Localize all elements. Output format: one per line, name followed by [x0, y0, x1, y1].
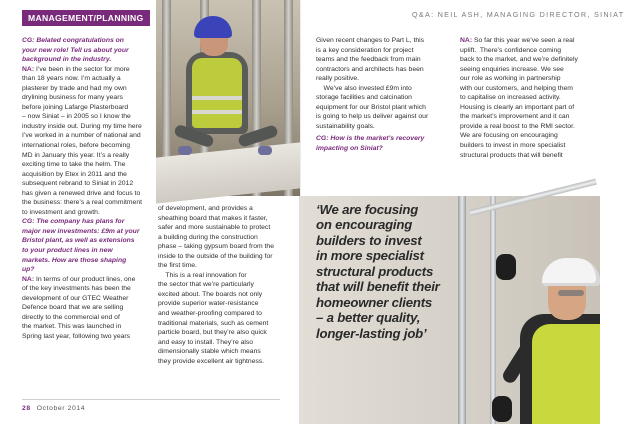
text-line: phase – taking gypsum board from the	[158, 243, 274, 251]
issue-date: October 2014	[36, 405, 86, 412]
text-line: acquisition by Etex in 2011 and the	[22, 170, 127, 178]
text-line: major new investments: £9m at your	[22, 227, 140, 235]
pull-quote	[316, 202, 466, 341]
text-line: the business: there’s a real commitment	[22, 199, 143, 207]
text-line: traditional materials, such as cement	[158, 319, 269, 327]
text-line: than 18 years now. I’m actually a	[22, 75, 121, 83]
pull-quote-line: structural products	[316, 263, 434, 279]
text-line: impacting on Siniat?	[316, 144, 383, 152]
page-number: 28	[22, 405, 31, 412]
text-line: drylining business for many years	[22, 94, 123, 102]
text-line: provide superior water-resistance	[158, 300, 259, 308]
text-line: before joining Lafarge Plasterboard	[22, 103, 129, 111]
text-line: storage facilities and calcination	[316, 94, 412, 102]
text-line: structural products that will benefit	[460, 151, 563, 159]
pull-quote-line: in more specialist	[316, 248, 424, 264]
text-line: to your product lines in new	[22, 247, 113, 255]
section-tab: MANAGEMENT/PLANNING	[22, 10, 150, 26]
text-line: directly to the commercial end of	[22, 313, 120, 321]
text-line: CG: The company has plans for	[22, 218, 125, 226]
text-line: sustainability goals.	[316, 122, 375, 130]
text-line: We’ve also invested £9m into	[316, 84, 412, 92]
pull-quote-line: that will benefit their	[316, 279, 440, 295]
text-line: uplift. There’s confidence coming	[460, 46, 562, 54]
text-line: they provide excellent air tightness.	[158, 357, 265, 365]
text-line: seeing enquiries increase. We see	[460, 65, 564, 73]
pull-quote-line: on encouraging	[316, 217, 413, 233]
text-line: MD in January this year. It’s a really	[22, 151, 130, 159]
text-line: We are focusing on encouraging	[460, 132, 558, 140]
pull-quote-line: – a better quality,	[316, 310, 421, 326]
black-glove-icon	[496, 254, 516, 280]
text-line: to investment and growth.	[22, 208, 100, 216]
text-line: NA: In terms of our product lines, one	[22, 275, 136, 283]
text-line: Spring last year, following two years	[22, 332, 131, 340]
worker-fitting-board-photo	[156, 0, 300, 196]
text-line: background in the industry.	[22, 56, 112, 64]
text-line: CG: Belated congratulations on	[22, 37, 124, 44]
text-line: CG: How is the market’s recovery	[316, 134, 425, 142]
pull-quote-line: builders to invest	[316, 232, 422, 248]
text-line: dimensionally stable which means	[158, 348, 261, 356]
pull-quote-line: longer-lasting job’	[316, 325, 427, 341]
text-line: sheathing board that makes it faster,	[158, 214, 268, 222]
text-line: NA: So far this year we’ve seen a real	[460, 37, 575, 44]
text-line: industry inside out. During my time here	[22, 122, 142, 130]
text-line: international roles, before becoming	[22, 142, 131, 150]
footer-rule	[22, 399, 280, 400]
article-column-4	[460, 36, 600, 160]
pull-quote-line: ‘We are focusing	[316, 202, 419, 217]
text-line: has given a renewed drive and focus to	[22, 189, 141, 197]
black-glove-icon	[492, 396, 512, 422]
text-line: I’ve worked in a number of national and	[22, 132, 141, 140]
text-line: exciting time to take the helm. The	[22, 161, 126, 169]
text-line: particle board, but they’re also quick	[158, 329, 267, 337]
text-line: of the key investments has been the	[22, 285, 131, 293]
text-line: a building during the construction	[158, 233, 258, 241]
text-line: the sector that we’re particularly	[158, 281, 254, 289]
text-line: contractors and architects has been	[316, 65, 424, 73]
text-line: provide a real boost to the RMI sector.	[460, 122, 575, 130]
text-line: up?	[22, 266, 35, 274]
text-line: Defence board that we are selling	[22, 304, 124, 312]
text-line: the market’s improvement and it can	[460, 113, 570, 121]
text-line: Given recent changes to Part L, this	[316, 37, 425, 44]
article-column-1	[22, 36, 154, 342]
text-line: development of our GTEC Weather	[22, 294, 129, 302]
text-line: inside to the outside of the building for	[158, 252, 273, 260]
article-header: Q&A: NEIL ASH, MANAGING DIRECTOR, SINIAT	[412, 10, 624, 19]
text-line: and easy to install. They’re also	[158, 338, 254, 346]
text-line: to capitalise on increased activity.	[460, 94, 561, 102]
text-line: equipment for our Bristol plant which	[316, 103, 426, 111]
text-line: back to the market, and we’re definitely	[460, 56, 578, 64]
article-column-2	[158, 204, 296, 366]
text-line: Housing is clearly an important part of	[460, 103, 575, 111]
text-line: our role as working in partnership	[460, 75, 561, 83]
text-line: plasterer by trade and had my own	[22, 84, 127, 92]
text-line: builders to invest in more specialist	[460, 142, 566, 150]
text-line: of development, and provides a	[158, 205, 253, 212]
text-line: and weather-proofing compared to	[158, 310, 262, 318]
text-line: your new role! Tell us about your	[22, 46, 129, 54]
pull-quote-line: homeowner clients	[316, 294, 433, 310]
text-line: teams and the feedback from main	[316, 56, 421, 64]
text-line: the market. This was launched in	[22, 323, 122, 331]
text-line: the first time.	[158, 262, 197, 270]
text-line: is going to help us deliver against our	[316, 113, 429, 121]
text-line: excited about. The boards not only	[158, 290, 263, 298]
text-line: markets. How are those shaping	[22, 256, 127, 264]
text-line: really positive.	[316, 75, 360, 83]
text-line: is a key consideration for project	[316, 46, 414, 54]
text-line: Bristol plant, as well as extensions	[22, 237, 135, 245]
text-line: – now Siniat – in 2005 so I know the	[22, 113, 131, 121]
article-column-3	[316, 36, 456, 153]
text-line: This is a real innovation for	[158, 271, 247, 279]
text-line: NA: I’ve been in the sector for more	[22, 65, 130, 73]
text-line: safer and more sustainable to protect	[158, 224, 271, 232]
text-line: with our customers, and helping them	[460, 84, 573, 92]
page-footer	[22, 405, 85, 412]
text-line: subsequent rebrand to Siniat in 2012	[22, 180, 134, 188]
